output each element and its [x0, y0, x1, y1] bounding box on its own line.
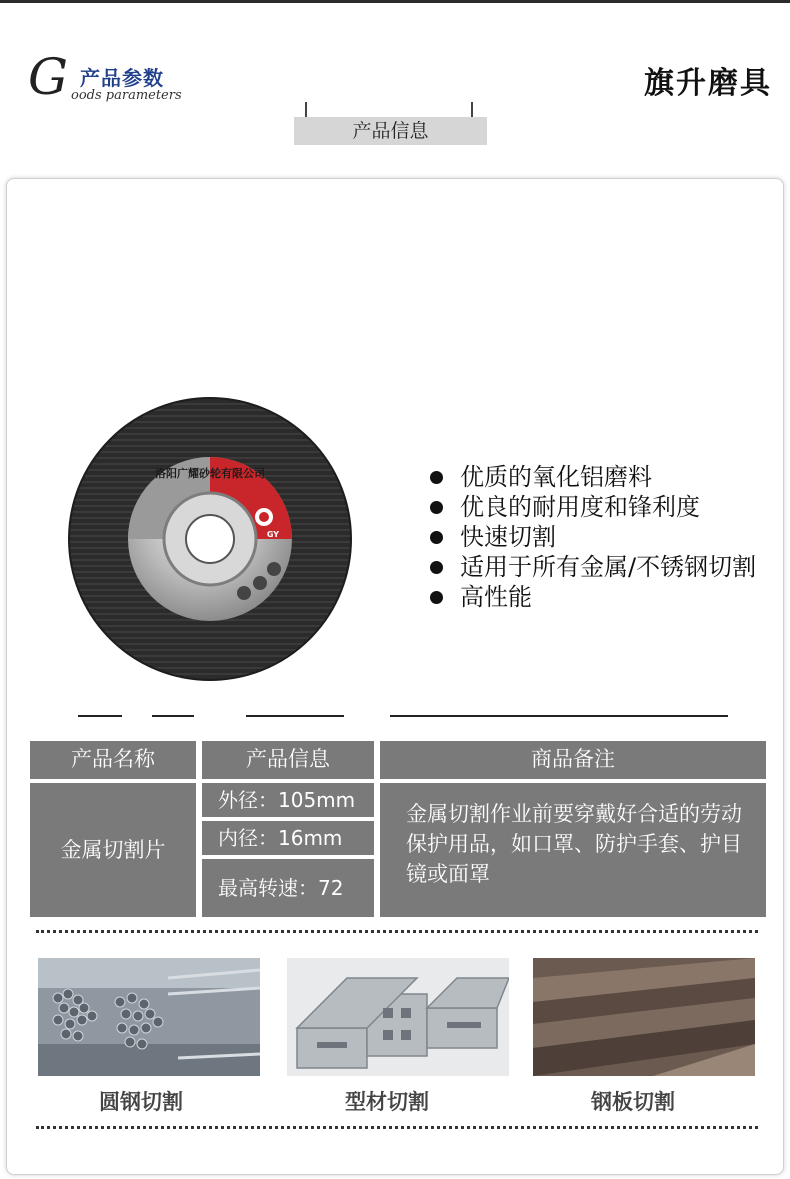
table-cell-max-speed: 最高转速：72: [202, 859, 374, 917]
application-label-round-steel: 圆钢切割: [99, 1090, 183, 1114]
steel-plate-image: [533, 958, 755, 1076]
table-cell-note: 金属切割作业前要穿戴好合适的劳动保护用品，如口罩、防护手套、护目镜或面罩: [380, 783, 766, 917]
table-header-info: 产品信息: [202, 741, 374, 779]
logo-title-cn: 产品参数: [80, 66, 164, 90]
bullet-icon: [430, 471, 443, 484]
feature-item: 优质的氧化铝磨料: [428, 462, 756, 492]
bullet-icon: [430, 531, 443, 544]
divider-segment: [152, 715, 194, 717]
dotted-divider-bottom: [36, 1126, 758, 1129]
cutting-disc-image: [68, 397, 352, 681]
table-header-name: 产品名称: [30, 741, 196, 779]
table-cell-product-name: 金属切割片: [30, 783, 196, 917]
tab-tick-left: [305, 102, 307, 118]
brand-name: 旗升磨具: [644, 66, 772, 101]
bullet-icon: [430, 561, 443, 574]
round-steel-bars-image: [38, 958, 260, 1076]
logo-title-en: oods parameters: [71, 88, 182, 103]
tab-tick-right: [471, 102, 473, 118]
bullet-icon: [430, 591, 443, 604]
divider-segment: [390, 715, 728, 717]
application-label-profile: 型材切割: [345, 1090, 429, 1114]
application-label-steel-plate: 钢板切割: [591, 1090, 675, 1114]
disc-label-logo: GY: [266, 530, 280, 539]
feature-item: 快速切割: [428, 522, 756, 552]
bullet-icon: [430, 501, 443, 514]
top-border-line: [0, 0, 790, 3]
divider-segment: [78, 715, 122, 717]
feature-list: [428, 462, 756, 612]
feature-item: 适用于所有金属/不锈钢切割: [428, 552, 756, 582]
logo-letter: G: [28, 48, 68, 106]
disc-label-company: 洛阳广耀砂轮有限公司: [155, 467, 265, 480]
table-cell-outer-diameter: 外径：105mm: [202, 783, 374, 817]
table-header-note: 商品备注: [380, 741, 766, 779]
divider-segment: [246, 715, 344, 717]
product-info-tab: 产品信息: [294, 117, 487, 145]
aluminum-profile-image: [287, 958, 509, 1076]
table-cell-inner-diameter: 内径：16mm: [202, 821, 374, 855]
feature-item: 高性能: [428, 582, 756, 612]
dotted-divider-top: [36, 930, 758, 933]
feature-item: 优良的耐用度和锋利度: [428, 492, 756, 522]
